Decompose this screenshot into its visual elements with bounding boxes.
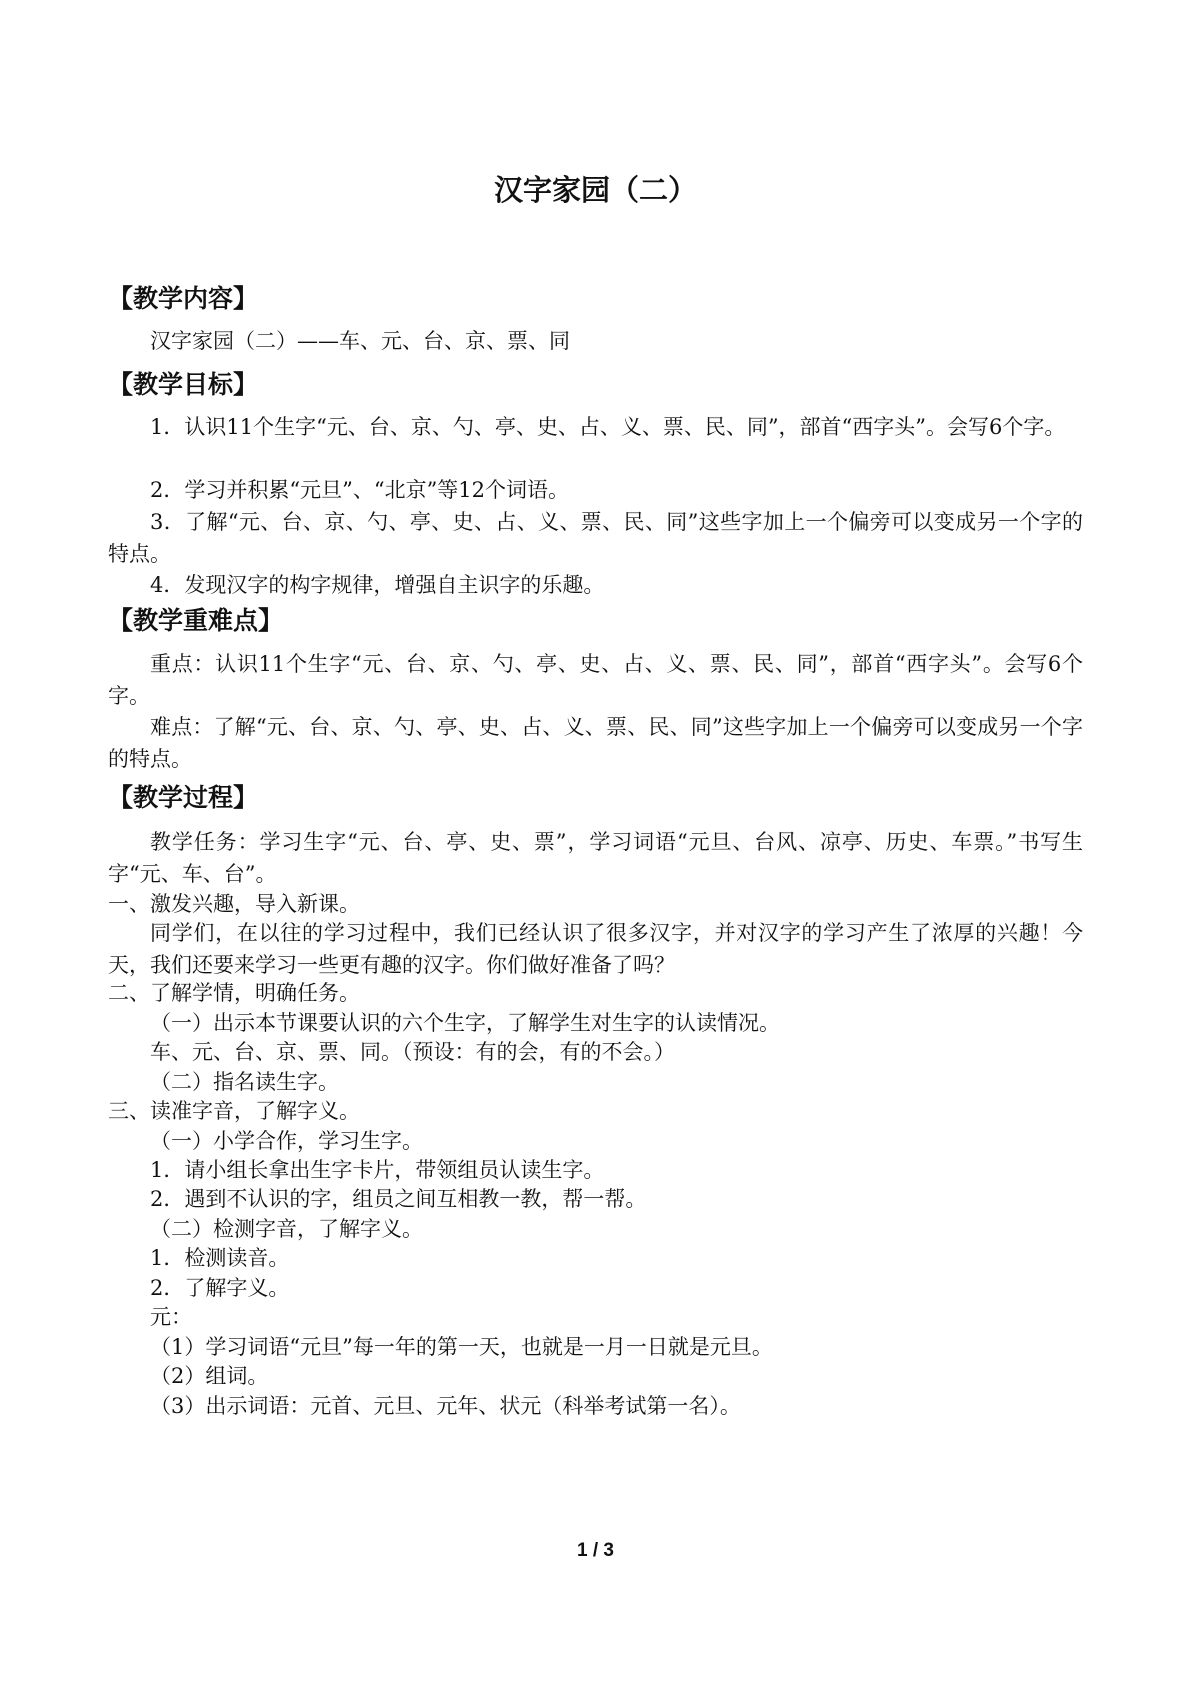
key-point-focus: 重点：认识11个生字“元、台、京、勺、亭、史、占、义、票、民、同”，部首“西字头”。会写6个字。 [108,652,1083,708]
section-heading-process: 【教学过程】 [108,783,259,812]
step-1-title: 一、激发兴趣，导入新课。 [108,892,360,916]
process-task: 教学任务：学习生字“元、台、亭、史、票”，学习词语“元旦、台风、凉亭、历史、车票。”书写生字“元、车、台”。 [108,830,1083,886]
section-heading-goals: 【教学目标】 [108,370,259,399]
step-3-a-1: 1．请小组长拿出生字卡片，带领组员认读生字。 [150,1158,605,1182]
step-3-title: 三、读准字音，了解字义。 [108,1099,360,1123]
goal-item-4: 4．发现汉字的构字规律，增强自主识字的乐趣。 [150,573,605,597]
char-item-1: （1）学习词语“元旦”每一年的第一天，也就是一月一日就是元旦。 [150,1335,773,1359]
char-label: 元： [150,1305,192,1329]
char-item-3: （3）出示词语：元首、元旦、元年、状元（科举考试第一名）。 [150,1394,741,1418]
section-heading-key-points: 【教学重难点】 [108,606,284,635]
page-title: 汉字家园（二） [493,173,697,207]
goal-item-2: 2．学习并积累“元旦”、“北京”等12个词语。 [150,478,570,502]
goal-item-3: 3．了解“元、台、京、勺、亭、史、占、义、票、民、同”这些字加上一个偏旁可以变成另一个字的特点。 [108,510,1083,566]
goal-item-1: 1．认识11个生字“元、台、京、勺、亭、史、占、义、票、民、同”，部首“西字头”。会写6个字。 [150,415,1066,439]
content-text: 汉字家园（二）——车、元、台、京、票、同 [150,329,570,353]
step-3-a: （一）小学合作，学习生字。 [150,1129,423,1153]
step-3-b-2: 2．了解字义。 [150,1276,290,1300]
step-1-text: 同学们，在以往的学习过程中，我们已经认识了很多汉字，并对汉字的学习产生了浓厚的兴趣！今天，我们还要来学习一些更有趣的汉字。你们做好准备了吗？ [108,921,1083,977]
step-2-a-detail: 车、元、台、京、票、同。（预设：有的会，有的不会。） [150,1040,675,1064]
step-2-a: （一）出示本节课要认识的六个生字，了解学生对生字的认读情况。 [150,1011,780,1035]
step-3-b-1: 1．检测读音。 [150,1246,290,1270]
key-point-difficulty: 难点：了解“元、台、京、勺、亭、史、占、义、票、民、同”这些字加上一个偏旁可以变成另一个字的特点。 [108,715,1083,771]
step-3-b: （二）检测字音，了解字义。 [150,1217,423,1241]
section-heading-content: 【教学内容】 [108,284,259,313]
step-3-a-2: 2．遇到不认识的字，组员之间互相教一教，帮一帮。 [150,1187,647,1211]
char-item-2: （2）组词。 [150,1364,269,1388]
step-2-title: 二、了解学情，明确任务。 [108,981,360,1005]
step-2-b: （二）指名读生字。 [150,1070,339,1094]
page-number: 1 / 3 [577,1540,614,1561]
